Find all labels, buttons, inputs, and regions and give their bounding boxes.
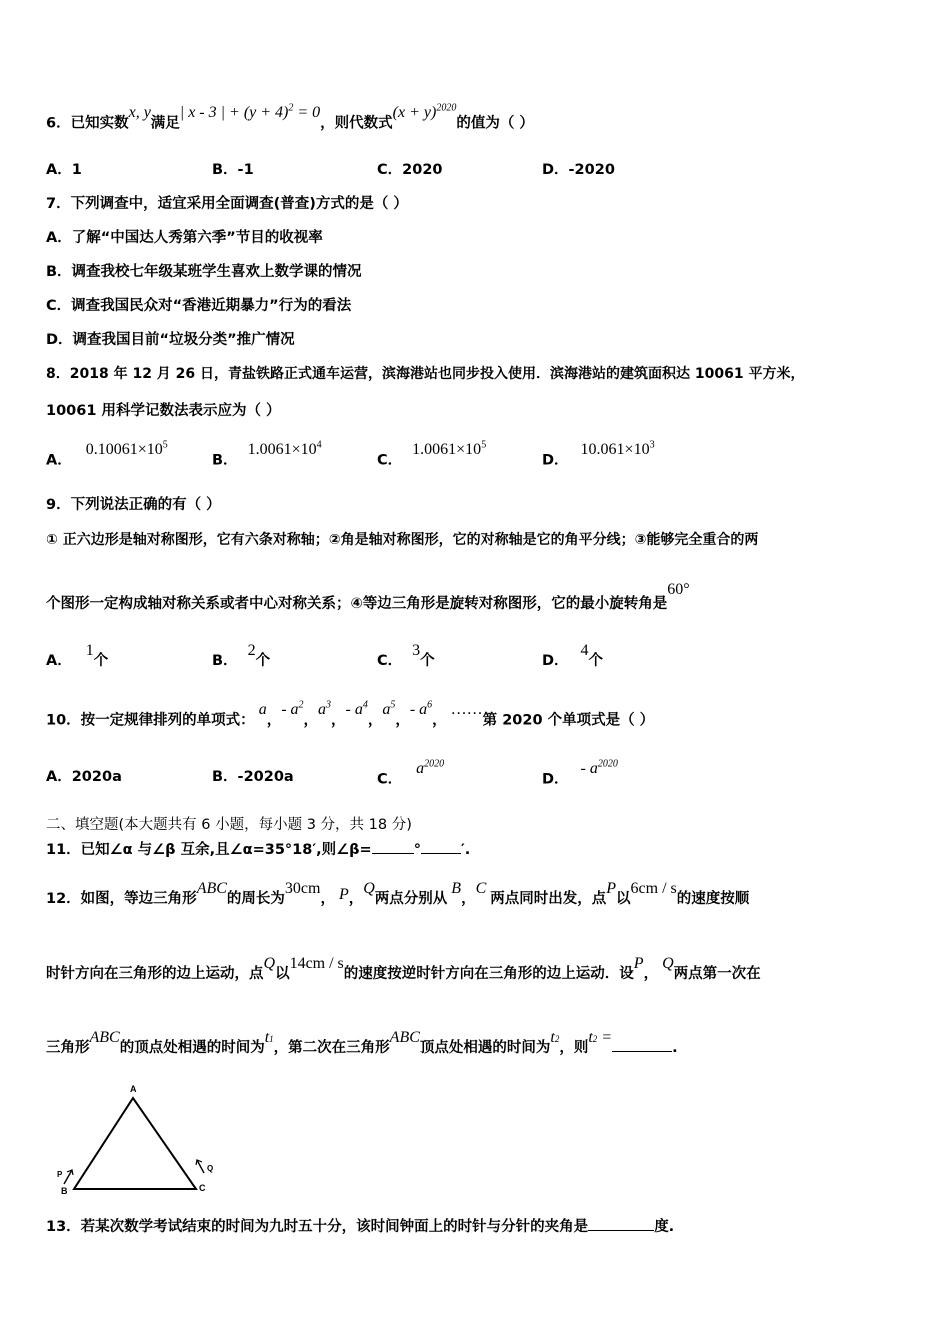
triangle-abc xyxy=(74,1098,196,1189)
q12-line3: 三角形ABC的顶点处相遇的时间为t1，第二次在三角形ABC顶点处相遇的时间为t2，则t2 =. xyxy=(46,1029,678,1056)
q8-option-d: D．$10.061\times 10^3$ xyxy=(542,440,655,469)
q6-option-a: A．1 xyxy=(46,162,82,178)
q8-stem-line2: 10061 用科学记数法表示应为（ ） xyxy=(46,403,281,419)
q7-option-c: C．调查我国民众对“香港近期暴力”行为的看法 xyxy=(46,298,352,314)
q11-stem: 11．已知∠α 与∠β 互余,且∠α=35°18′,则∠β= ° ′. xyxy=(46,842,471,858)
q8-option-c: C．$1.0061\times 10^5$ xyxy=(377,440,487,469)
q10-option-a: A．2020a xyxy=(46,769,122,785)
q10-option-b: B．-2020a xyxy=(212,769,294,785)
q9-statement-line1: ① 正六边形是轴对称图形，它有六条对称轴；②角是轴对称图形，它的对称轴是它的角平分线；③能够完全重合的两 xyxy=(46,532,759,548)
q10-option-c: C．$a^{2020}$ xyxy=(377,759,445,788)
q6-option-b: B．-1 xyxy=(212,162,254,178)
q13-stem: 13．若某次数学考试结束的时间为九时五十分，该时间钟面上的时针与分针的夹角是 度. xyxy=(46,1219,675,1235)
section-heading: 二、填空题(本大题共有 6 小题，每小题 3 分，共 18 分) xyxy=(46,817,412,833)
q9-option-b: B．2个 xyxy=(212,642,271,669)
point-p-label: P xyxy=(57,1170,63,1179)
q7-option-d: D．调查我国目前“垃圾分类”推广情况 xyxy=(46,332,295,348)
q8-option-b: B．$1.0061\times 10^4$ xyxy=(212,440,322,469)
triangle-figure xyxy=(46,1080,226,1202)
q10-stem: 10．按一定规律排列的单项式：a，- $a^2$，$a^3$，- $a^4$，$a^5$，- $a^6$，……第 2020 个单项式是（ ） xyxy=(46,700,655,729)
q7-option-b: B．调查我校七年级某班学生喜欢上数学课的情况 xyxy=(46,264,362,280)
q12-line1: 12．如图，等边三角形ABC的周长为30cm， P，Q两点分别从B，C两点同时出发，点P以6cm / s的速度按顺 xyxy=(46,880,750,907)
q8-stem-line1: 8．2018 年 12 月 26 日，青盐铁路正式通车运营，滨海港站也同步投入使用．滨海港站的建筑面积达 10061 平方米， xyxy=(46,366,805,382)
q9-statement-line2: 个图形一定构成轴对称关系或者中心对称关系；④等边三角形是旋转对称图形，它的最小旋转角是60° xyxy=(46,581,690,612)
q6-option-c: C．2020 xyxy=(377,162,443,178)
q9-option-a: A．1个 xyxy=(46,642,109,669)
q7-option-a: A．了解“中国达人秀第六季”节目的收视率 xyxy=(46,230,323,246)
vertex-c-label: C xyxy=(199,1183,206,1193)
q6-stem: 6．已知实数x, y满足| x - 3 | + $(y + 4)^2 = 0$，则代数式$(x + y)^{2020}$的值为（ ） xyxy=(46,103,534,132)
q9-option-c: C．3个 xyxy=(377,642,435,669)
vertex-a-label: A xyxy=(130,1084,137,1094)
point-q-label: Q xyxy=(207,1164,214,1173)
q9-option-d: D．4个 xyxy=(542,642,604,669)
q8-option-a: A．$0.10061\times 10^5$ xyxy=(46,440,168,469)
q12-line2: 时针方向在三角形的边上运动，点Q以14cm / s的速度按逆时针方向在三角形的边上运动．设P，Q两点第一次在 xyxy=(46,955,761,982)
vertex-b-label: B xyxy=(61,1186,68,1196)
q9-stem: 9．下列说法正确的有（ ） xyxy=(46,497,221,513)
q7-stem: 7．下列调查中，适宜采用全面调查(普查)方式的是（ ） xyxy=(46,196,408,212)
q10-option-d: D．- $a^{2020}$ xyxy=(542,759,618,788)
q6-option-d: D．-2020 xyxy=(542,162,615,178)
